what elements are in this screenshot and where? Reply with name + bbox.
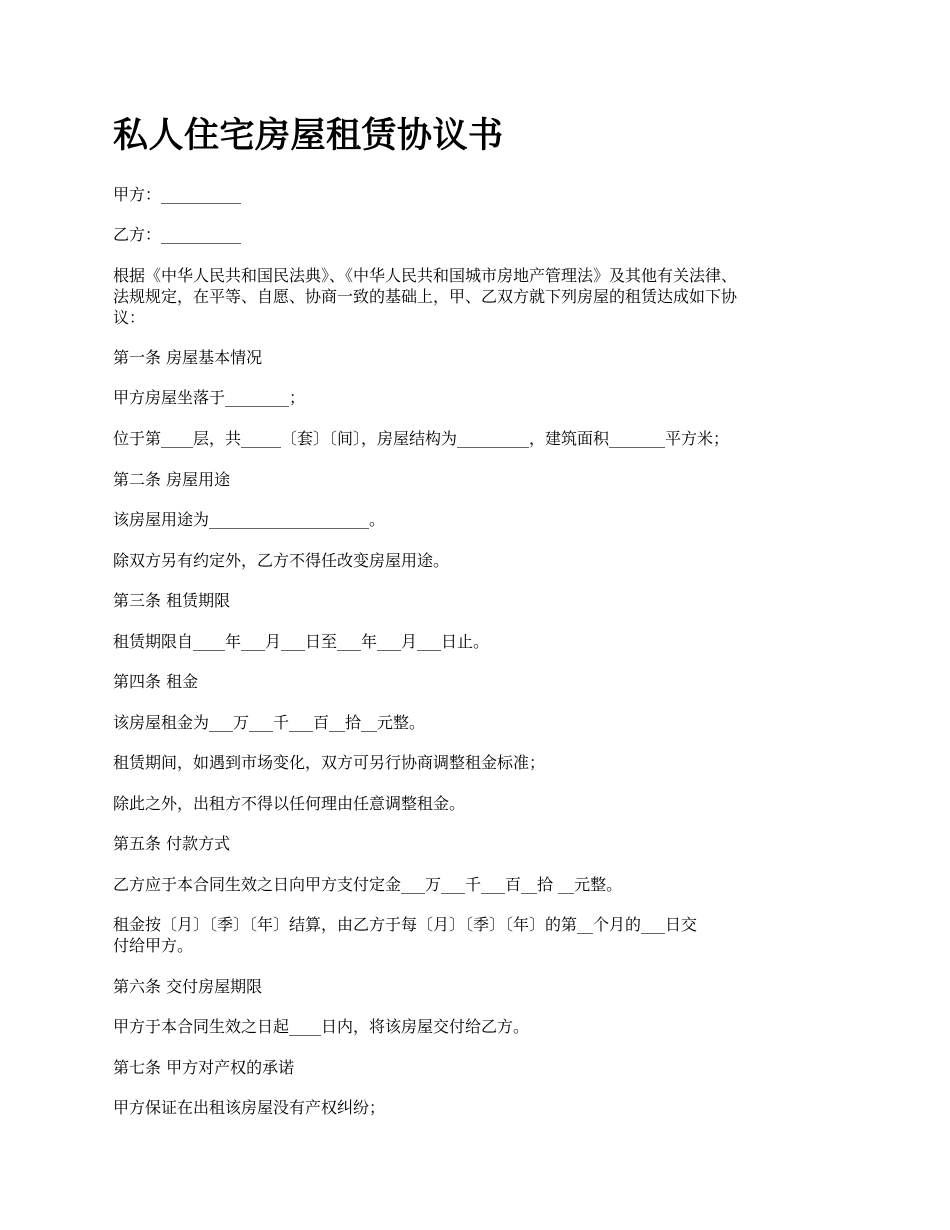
article-7-heading: 第七条 甲方对产权的承诺 [113,1058,295,1077]
title-guarantee-line: 甲方保证在出租该房屋没有产权纠纷； [113,1098,386,1117]
article-1-heading: 第一条 房屋基本情况 [113,348,263,367]
preamble-paragraph: 根据《中华人民共和国民法典》、《中华人民共和国城市房地产管理法》及其他有关法律、 法规规定，在平等、自愿、协商一致的基础上，甲、乙双方就下列房屋的租赁达成如下协 议： [113,266,738,327]
party-a-line: 甲方：__________ [113,185,242,204]
rent-amount-line: 该房屋租金为___万___千___百__拾__元整。 [113,713,426,732]
rent-restriction-line: 除此之外，出租方不得以任何理由任意调整租金。 [113,794,466,813]
property-details-line: 位于第____层，共_____〔套〕〔间〕，房屋结构为_________，建筑面积_______平方米； [113,429,730,448]
article-4-heading: 第四条 租金 [113,672,199,691]
party-b-line: 乙方：__________ [113,225,242,244]
use-restriction-line: 除双方另有约定外，乙方不得任改变房屋用途。 [113,551,450,570]
article-5-heading: 第五条 付款方式 [113,834,231,853]
article-6-heading: 第六条 交付房屋期限 [113,977,263,996]
rent-adjustment-line: 租赁期间，如遇到市场变化，双方可另行协商调整租金标准； [113,753,546,772]
deposit-line: 乙方应于本合同生效之日向甲方支付定金___万___千___百__拾 __元整。 [113,875,623,894]
handover-deadline-line: 甲方于本合同生效之日起____日内，将该房屋交付给乙方。 [113,1017,530,1036]
article-3-heading: 第三条 租赁期限 [113,591,231,610]
property-location-line: 甲方房屋坐落于________； [113,388,306,407]
lease-term-line: 租赁期限自____年___月___日至___年___月___日止。 [113,632,490,651]
article-2-heading: 第二条 房屋用途 [113,470,231,489]
property-use-line: 该房屋用途为____________________。 [113,510,386,529]
document-title: 私人住宅房屋租赁协议书 [113,115,504,156]
payment-schedule-paragraph: 租金按〔月〕〔季〕〔年〕结算，由乙方于每〔月〕〔季〕〔年〕的第__个月的___日交 付给甲方。 [113,915,698,955]
